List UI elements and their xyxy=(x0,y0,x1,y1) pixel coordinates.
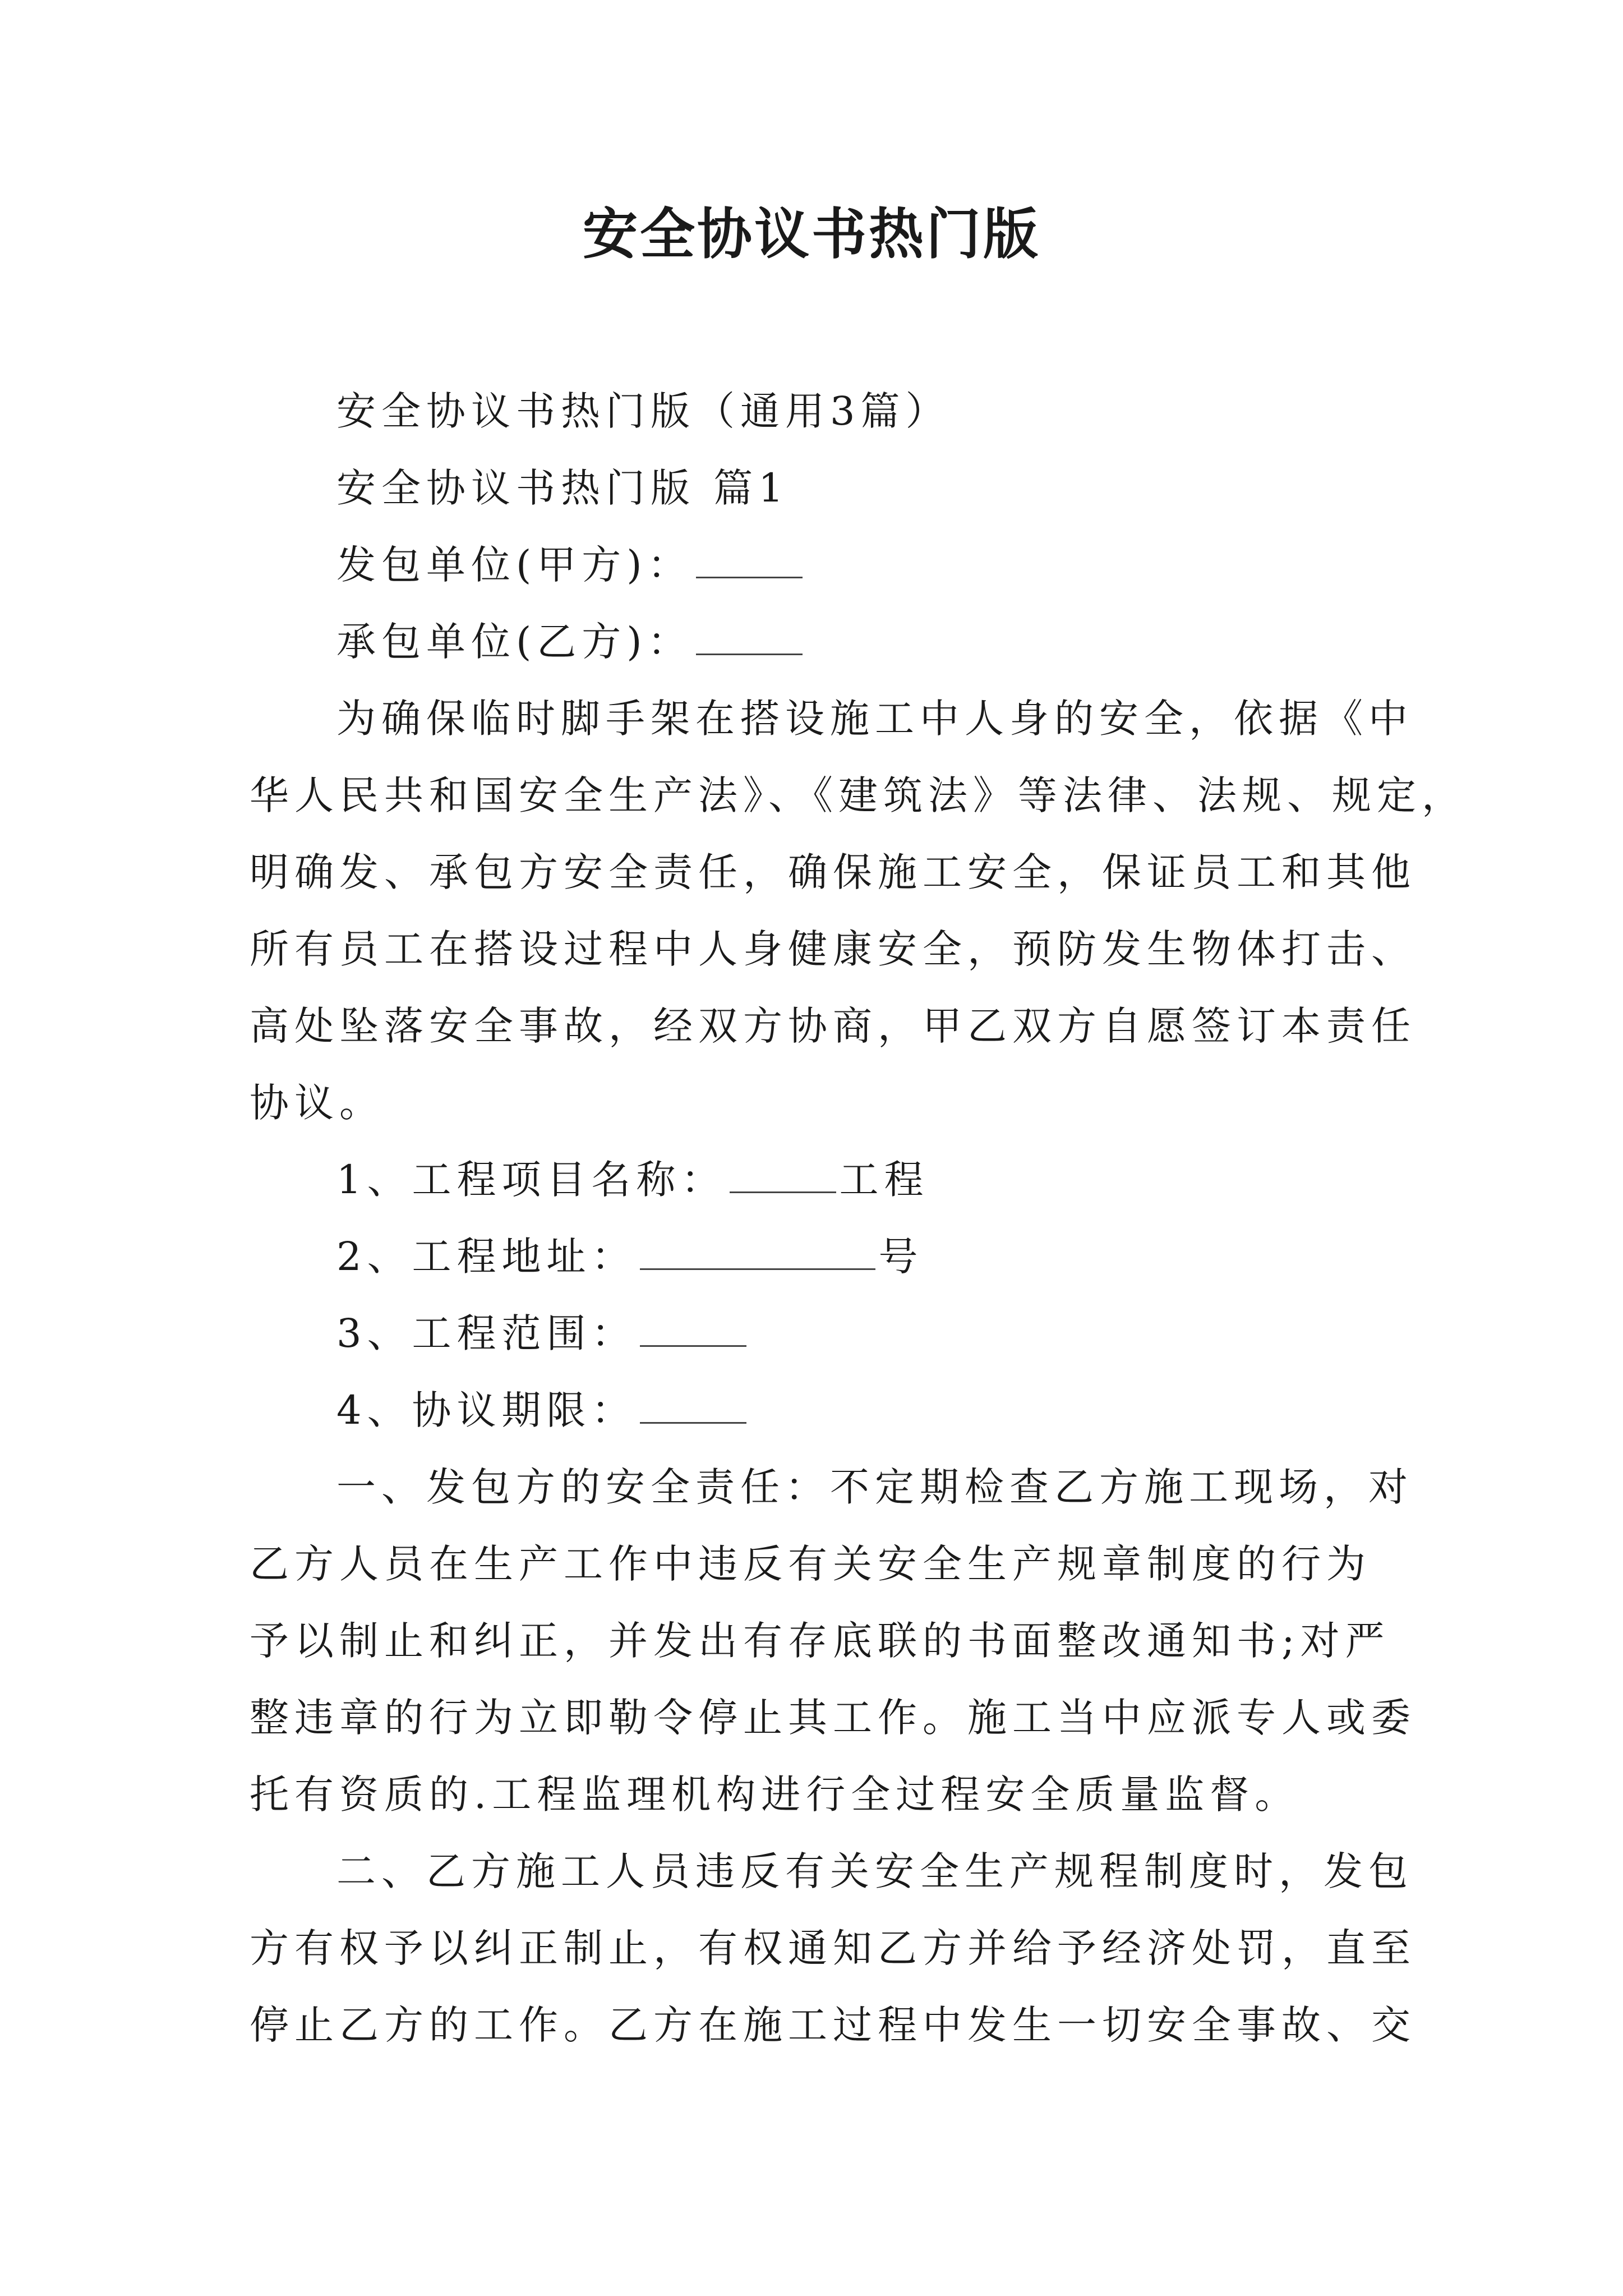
text-line xyxy=(250,604,1399,680)
text-line xyxy=(250,834,1416,911)
text-line xyxy=(250,1833,1413,1910)
text-line xyxy=(250,1295,1399,1372)
line-text: 整违章的行为立即勒令停止其工作。施工当中应派专人或委 xyxy=(250,1695,1416,1741)
text-line xyxy=(250,1065,1399,1142)
line-suffix: 工程 xyxy=(839,1157,929,1203)
text-line xyxy=(250,680,1413,757)
text-line xyxy=(250,1603,1399,1680)
fill-in-blank xyxy=(640,1306,746,1347)
document-title: 安全协议书热门版 xyxy=(582,203,1040,266)
line-text: 协议。 xyxy=(250,1080,384,1126)
line-text: 所有员工在搭设过程中人身健康安全，预防发生物体打击、 xyxy=(250,926,1416,972)
line-text: 高处坠落安全事故，经双方协商，甲乙双方自愿签订本责任 xyxy=(250,1003,1416,1049)
text-line xyxy=(250,1756,1399,1833)
line-text: 发包单位(甲方)： xyxy=(336,542,693,588)
line-text: 停止乙方的工作。乙方在施工过程中发生一切安全事故、交 xyxy=(250,2002,1416,2048)
line-text: 一、发包方的安全责任：不定期检查乙方施工现场，对 xyxy=(336,1464,1413,1510)
line-text: 托有资质的.工程监理机构进行全过程安全质量监督。 xyxy=(250,1772,1300,1818)
line-text: 1、工程项目名称： xyxy=(336,1157,726,1203)
text-line xyxy=(250,527,1399,604)
line-text: 方有权予以纠正制止，有权通知乙方并给予经济处罚，直至 xyxy=(250,1925,1416,1971)
line-suffix: 号 xyxy=(878,1234,924,1280)
line-text: 安全协议书热门版（通用3篇） xyxy=(336,388,951,434)
line-text: 安全协议书热门版 篇1 xyxy=(336,465,789,511)
line-text: 乙方人员在生产工作中违反有关安全生产规章制度的行为 xyxy=(250,1541,1371,1587)
line-text: 为确保临时脚手架在搭设施工中人身的安全，依据《中 xyxy=(336,696,1413,742)
text-line xyxy=(250,1372,1399,1449)
line-text: 3、工程范围： xyxy=(336,1310,637,1356)
fill-in-blank xyxy=(640,1229,875,1270)
text-line xyxy=(250,1987,1416,2064)
line-text: 承包单位(乙方)： xyxy=(336,619,693,665)
text-line xyxy=(250,1142,1399,1218)
text-line xyxy=(250,373,1399,450)
fill-in-blank xyxy=(640,1383,746,1424)
text-line xyxy=(250,450,1399,527)
text-line xyxy=(250,1526,1399,1603)
text-line xyxy=(250,1910,1416,1987)
text-line xyxy=(250,1449,1413,1526)
text-line xyxy=(250,1218,1399,1295)
line-text: 华人民共和国安全生产法》、《建筑法》等法律、法规、规定， xyxy=(250,772,1467,818)
text-line xyxy=(250,911,1416,988)
line-text: 4、协议期限： xyxy=(336,1387,637,1433)
line-text: 明确发、承包方安全责任，确保施工安全，保证员工和其他 xyxy=(250,849,1416,895)
text-line xyxy=(250,988,1416,1065)
fill-in-blank xyxy=(730,1152,836,1193)
fill-in-blank xyxy=(696,614,803,655)
document-body xyxy=(250,373,1467,2064)
line-text: 予以制止和纠正，并发出有存底联的书面整改通知书;对严 xyxy=(250,1618,1390,1664)
line-text: 二、乙方施工人员违反有关安全生产规程制度时，发包 xyxy=(336,1848,1413,1894)
line-text: 2、工程地址： xyxy=(336,1234,637,1280)
text-line xyxy=(250,757,1467,834)
text-line xyxy=(250,1680,1416,1756)
fill-in-blank xyxy=(696,537,803,578)
